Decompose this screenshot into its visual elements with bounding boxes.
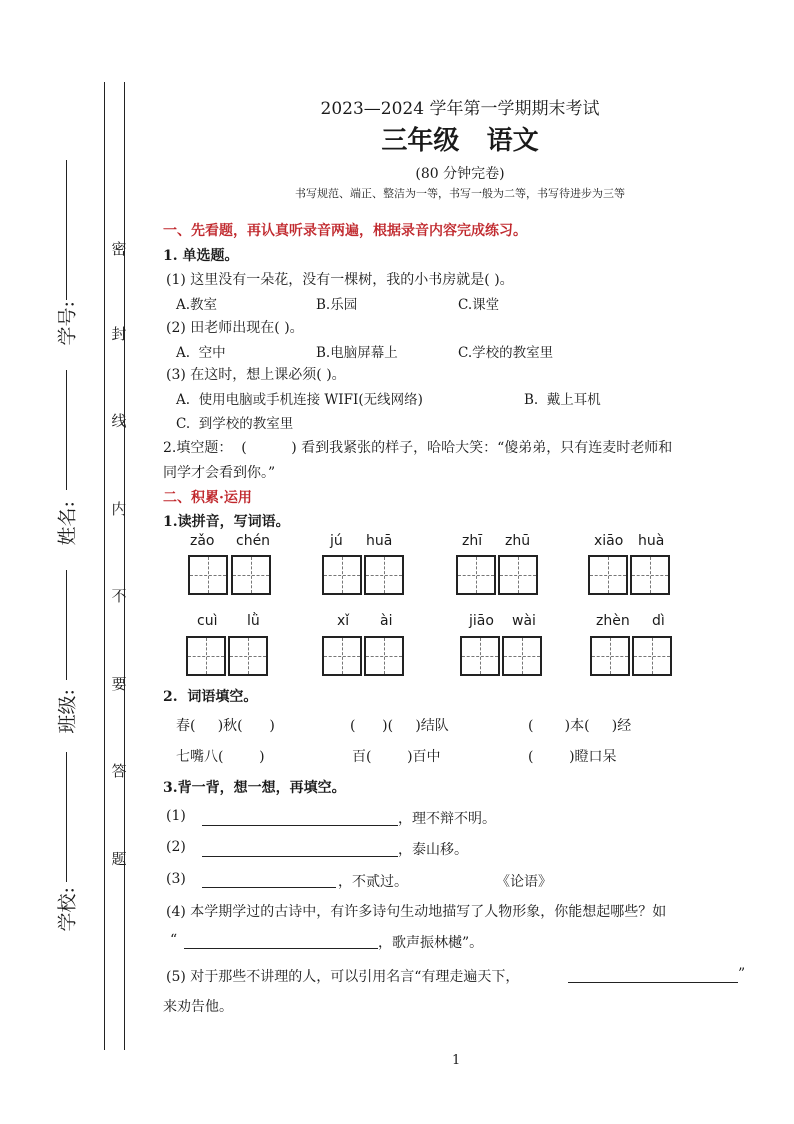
q1-3-option-a[interactable]: A. 使用电脑或手机连接 WIFI(无线网络): [176, 392, 423, 408]
pinyin-syllable: zhī: [462, 533, 483, 549]
q1-2-option-b[interactable]: B.电脑屏幕上: [316, 345, 398, 361]
writing-box[interactable]: [364, 555, 404, 595]
pinyin-syllable: huà: [638, 533, 665, 549]
pinyin-syllable: ài: [380, 613, 393, 629]
recite-question-title: 3.背一背，想一想，再填空。: [163, 780, 346, 796]
proverb-question-line: (5) 对于那些不讲理的人，可以引用名言“有理走遍天下，: [166, 969, 520, 985]
recite-blank[interactable]: [202, 856, 398, 857]
class-label: 班级:: [56, 689, 79, 734]
q1-1-stem: (1) 这里没有一朵花，没有一棵树，我的小书房就是( )。: [166, 272, 514, 288]
name-line[interactable]: [66, 370, 67, 490]
pinyin-syllable: zǎo: [190, 533, 215, 549]
writing-box[interactable]: [322, 636, 362, 676]
q1-2-stem: (2) 田老师出现在( )。: [166, 320, 304, 336]
seal-char: 要: [111, 675, 127, 693]
q1-2-option-c[interactable]: C.学校的教室里: [458, 345, 554, 361]
seal-char: 不: [111, 587, 127, 605]
poem-open-quote: “: [170, 932, 178, 948]
pinyin-question-title: 1.读拼音，写词语。: [163, 514, 290, 530]
recite-item-tail: ，泰山移。: [398, 842, 468, 858]
recite-item-number: (1): [166, 808, 186, 824]
writing-box[interactable]: [630, 555, 670, 595]
section-1-title: 一、先看题，再认真听录音两遍，根据录音内容完成练习。: [163, 223, 527, 239]
pinyin-syllable: zhū: [505, 533, 531, 549]
word-fill-title: 2. 词语填空。: [163, 689, 258, 705]
seal-char: 题: [111, 850, 127, 868]
name-label: 姓名:: [56, 501, 79, 546]
pinyin-syllable: huā: [366, 533, 393, 549]
q2-fill-line-2: 同学才会看到你。”: [163, 465, 276, 481]
proverb-question-line-2: 来劝告他。: [163, 999, 233, 1015]
q1-title: 1. 单选题。: [163, 248, 239, 264]
pinyin-syllable: xǐ: [337, 613, 350, 629]
class-line[interactable]: [66, 570, 67, 680]
writing-box[interactable]: [231, 555, 271, 595]
pinyin-syllable: zhèn: [596, 613, 630, 629]
seal-char: 答: [111, 762, 127, 780]
word-fill-item[interactable]: 百( )百中: [352, 749, 441, 765]
grade-subject-title: 三年级 语文: [381, 126, 539, 156]
writing-box[interactable]: [502, 636, 542, 676]
poem-blank[interactable]: [184, 948, 378, 949]
writing-box[interactable]: [460, 636, 500, 676]
school-label: 学校:: [56, 887, 79, 932]
recite-blank[interactable]: [202, 887, 336, 888]
q1-3-option-c[interactable]: C. 到学校的教室里: [176, 416, 294, 432]
recite-item-tail: ，理不辩不明。: [398, 811, 496, 827]
q1-1-option-a[interactable]: A.教室: [176, 297, 218, 313]
recite-item-number: (3): [166, 871, 186, 887]
word-fill-item[interactable]: ( )本( )经: [528, 718, 632, 734]
section-2-title: 二、积累·运用: [163, 490, 252, 506]
pinyin-syllable: chén: [236, 533, 271, 549]
pinyin-syllable: jiāo: [469, 613, 494, 629]
q1-3-stem: (3) 在这时，想上课必须( )。: [166, 367, 346, 383]
pinyin-syllable: jú: [330, 533, 343, 549]
q1-2-option-a[interactable]: A. 空中: [176, 345, 226, 361]
poem-tail: ，歌声振林樾”。: [378, 935, 484, 951]
word-fill-item[interactable]: 七嘴八( ): [176, 749, 265, 765]
seal-char: 内: [111, 500, 127, 518]
q1-3-option-b[interactable]: B. 戴上耳机: [524, 392, 601, 408]
q1-1-option-c[interactable]: C.课堂: [458, 297, 500, 313]
writing-box[interactable]: [322, 555, 362, 595]
recite-blank[interactable]: [202, 825, 398, 826]
recite-source: 《论语》: [496, 874, 552, 890]
pinyin-syllable: xiāo: [594, 533, 624, 549]
binding-line-left: [104, 82, 105, 1050]
seal-char: 封: [111, 325, 127, 343]
seal-char: 线: [111, 412, 127, 430]
writing-box[interactable]: [186, 636, 226, 676]
q2-fill-line-1: 2.填空题： ( ) 看到我紧张的样子，哈哈大笑：“傻弟弟，只有连麦时老师和: [163, 440, 673, 456]
recite-item-number: (2): [166, 839, 186, 855]
writing-box[interactable]: [456, 555, 496, 595]
pinyin-syllable: lǜ: [247, 613, 260, 629]
binding-line-right: [124, 82, 125, 1050]
exam-duration: (80 分钟完卷): [415, 166, 505, 182]
proverb-blank[interactable]: [568, 982, 738, 983]
exam-year-title: 2023—2024 学年第一学期期末考试: [320, 99, 600, 119]
poem-question-line: (4) 本学期学过的古诗中，有许多诗句生动地描写了人物形象，你能想起哪些？如: [166, 904, 667, 920]
handwriting-note: 书写规范、端正、整洁为一等，书写一般为二等，书写待进步为三等: [295, 187, 625, 200]
writing-box[interactable]: [588, 555, 628, 595]
pinyin-syllable: cuì: [197, 613, 218, 629]
recite-item-tail: ，不贰过。: [338, 874, 408, 890]
word-fill-item[interactable]: ( )( )结队: [350, 718, 449, 734]
seal-char: 密: [111, 240, 127, 258]
writing-box[interactable]: [188, 555, 228, 595]
writing-box[interactable]: [632, 636, 672, 676]
proverb-close-quote: ”: [738, 966, 746, 982]
student-id-line[interactable]: [66, 160, 67, 300]
pinyin-syllable: wài: [512, 613, 536, 629]
pinyin-syllable: dì: [652, 613, 665, 629]
writing-box[interactable]: [364, 636, 404, 676]
writing-box[interactable]: [498, 555, 538, 595]
page-number: 1: [452, 1053, 461, 1068]
student-id-label: 学号:: [56, 301, 79, 346]
q1-1-option-b[interactable]: B.乐园: [316, 297, 358, 313]
writing-box[interactable]: [590, 636, 630, 676]
word-fill-item[interactable]: 春( )秋( ): [176, 718, 275, 734]
word-fill-item[interactable]: ( )瞪口呆: [528, 749, 617, 765]
school-line[interactable]: [66, 752, 67, 882]
writing-box[interactable]: [228, 636, 268, 676]
